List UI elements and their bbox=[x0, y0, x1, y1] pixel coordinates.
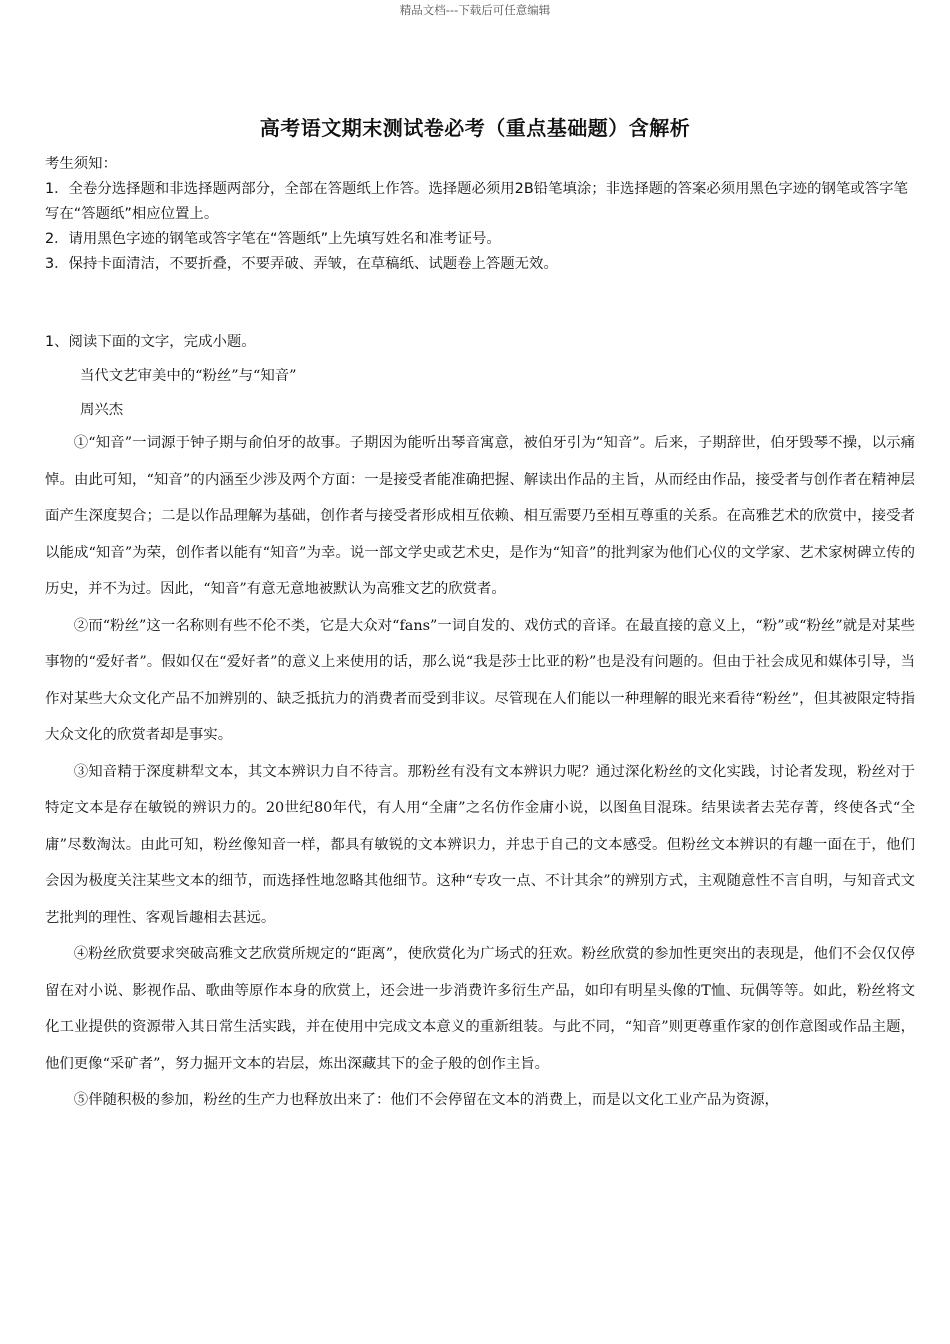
article-author: 周兴杰 bbox=[80, 402, 124, 418]
notice-item-3: 3．保持卡面清洁，不要折叠，不要弄破、弄皱，在草稿纸、试题卷上答题无效。 bbox=[45, 256, 558, 272]
document-title: 高考语文期末测试卷必考（重点基础题）含解析 bbox=[259, 116, 691, 140]
paragraph-3: ③知音精于深度耕犁文本，其文本辨识力自不待言。那粉丝有没有文本辨识力呢？通过深化粉丝的文化实践，讨论者发现，粉丝对于特定文本是存在敏锐的辨识力的。20世纪80年代，有人用“全庸”之名仿作金庸小说，以图鱼目混珠。结果读者去芜存菁，终使各式“全庸”尽数淘汰。由此可知，粉丝像知音一样，都具有敏锐的文本辨识力，并忠于自己的文本感受。但粉丝文本辨识的有趣一面在于，他们会因为极度关注某些文本的细节，而选择性地忽略其他细节。这种“专攻一点、不计其余”的辨别方式，主观随意性不言自明，与知音式文艺批判的理性、客观旨趣相去甚远。 bbox=[45, 763, 915, 926]
article-body bbox=[45, 425, 915, 1119]
notice-item-2: 2．请用黑色字迹的钢笔或答字笔在“答题纸”上先填写姓名和准考证号。 bbox=[45, 231, 501, 247]
paragraph-1: ①“知音”一词源于钟子期与俞伯牙的故事。子期因为能听出琴音寓意，被伯牙引为“知音”。后来，子期辞世，伯牙毁琴不操，以示痛悼。由此可知，“知音”的内涵至少涉及两个方面：一是接受者能准确把握、解读出作品的主旨，从而经由作品，接受者与创作者在精神层面产生深度契合；二是以作品理解为基础，创作者与接受者形成相互依赖、相互需要乃至相互尊重的关系。在高雅艺术的欣赏中，接受者以能成“知音”为荣，创作者以能有“知音”为幸。说一部文学史或艺术史，是作为“知音”的批判家为他们心仪的文学家、艺术家树碑立传的历史，并不为过。因此，“知音”有意无意地被默认为高雅文艺的欣赏者。 bbox=[45, 435, 915, 597]
page-header: 精品文档---下载后可任意编辑 bbox=[399, 3, 551, 17]
paragraph-2: ②而“粉丝”这一名称则有些不伦不类，它是大众对“fans”一词自发的、戏仿式的音译。在最直接的意义上，“粉”或“粉丝”就是对某些事物的“爱好者”。假如仅在“爱好者”的意义上来使用的话，那么说“我是莎士比亚的粉”也是没有问题的。但由于社会成见和媒体引导，当作对某些大众文化产品不加辨别的、缺乏抵抗力的消费者而受到非议。尽管现在人们能以一种理解的眼光来看待“粉丝”，但其被限定特指大众文化的欣赏者却是事实。 bbox=[45, 617, 915, 743]
exam-notice bbox=[45, 152, 915, 277]
paragraph-5: ⑤伴随积极的参加，粉丝的生产力也释放出来了：他们不会停留在文本的消费上，而是以文化工业产品为资源， bbox=[73, 1092, 779, 1108]
notice-heading: 考生须知： bbox=[45, 156, 117, 172]
question-prompt: 1、阅读下面的文字，完成小题。 bbox=[45, 334, 256, 350]
notice-item-1: 1．全卷分选择题和非选择题两部分，全部在答题纸上作答。选择题必须用2B铅笔填涂；非选择题的答案必须用黑色字迹的钢笔或答字笔写在“答题纸”相应位置上。 bbox=[45, 181, 908, 222]
article-title: 当代文艺审美中的“粉丝”与“知音” bbox=[80, 368, 297, 384]
paragraph-4: ④粉丝欣赏要求突破高雅文艺欣赏所规定的“距离”，使欣赏化为广场式的狂欢。粉丝欣赏的参加性更突出的表现是，他们不会仅仅停留在对小说、影视作品、歌曲等原作本身的欣赏上，还会进一步消费许多衍生产品，如印有明星头像的T恤、玩偶等等。如此，粉丝将文化工业提供的资源带入其日常生活实践，并在使用中完成文本意义的重新组装。与此不同，“知音”则更尊重作家的创作意图或作品主题，他们更像“采矿者”，努力掘开文本的岩层，炼出深藏其下的金子般的创作主旨。 bbox=[45, 946, 915, 1072]
